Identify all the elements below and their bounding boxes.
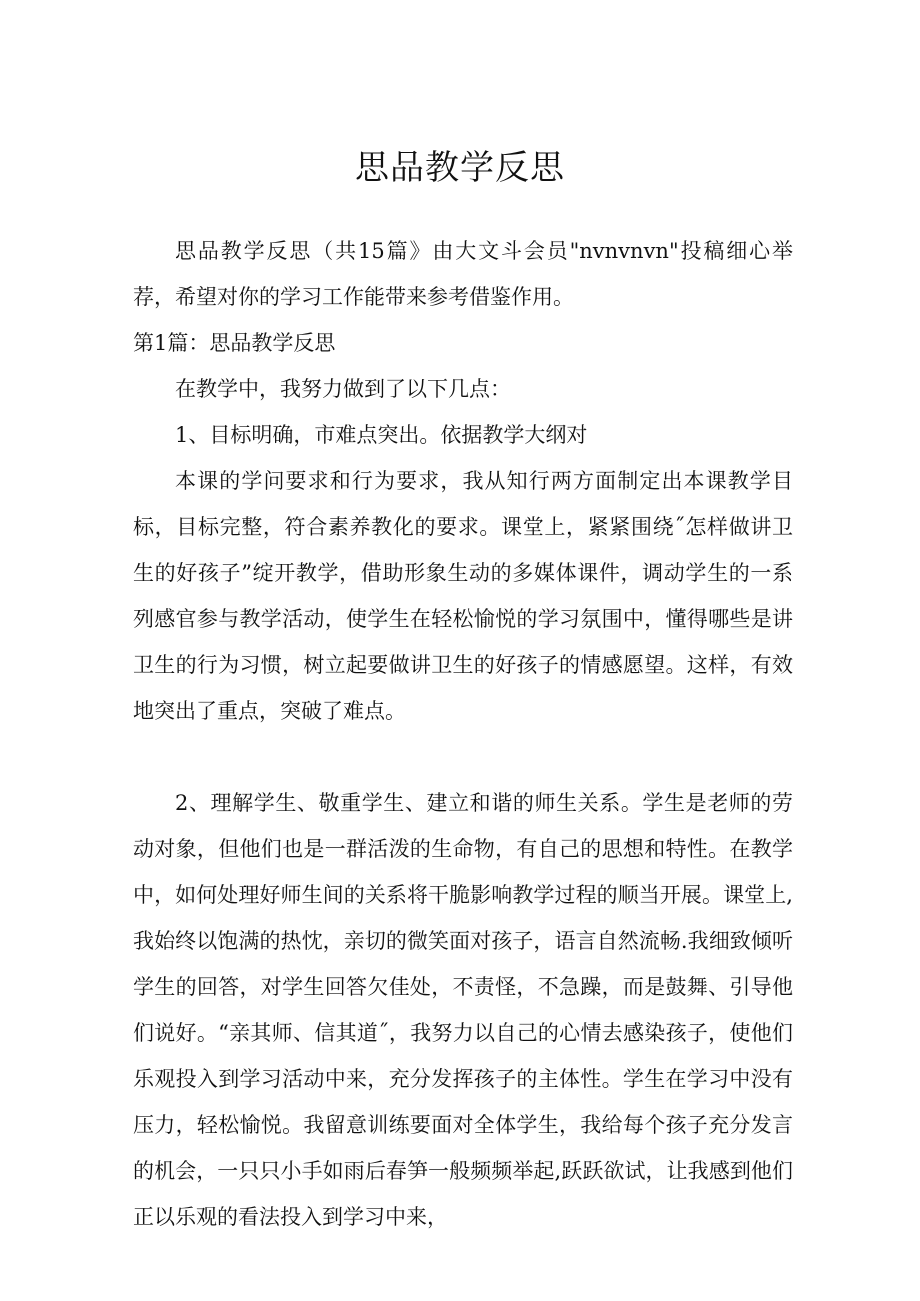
- section-heading: 第1篇：思品教学反思: [133, 331, 336, 355]
- paragraph-4: 2、理解学生、敬重学生、建立和谐的师生关系。学生是老师的劳动对象，但他们也是一群活泼的生命物，有自己的思想和特性。在教学中，如何处理好师生间的关系将干脆影响教学过程的顺当开展。课堂上,我始终以饱满的热忱，亲切的微笑面对孩子，语言自然流畅.我细致倾听学生的回答，对学生回答欠佳处，不责怪，不急躁，而是鼓舞、引导他们说好。“亲其师、信其道˝，我努力以自己的心情去感染孩子，使他们乐观投入到学习活动中来，充分发挥孩子的主体性。学生在学习中没有压力，轻松愉悦。我留意训练要面对全体学生，我给每个孩子充分发言的机会，一只只小手如雨后春笋一般频频举起,跃跃欲试，让我感到他们正以乐观的看法投入到学习中来，: [133, 791, 793, 1229]
- paragraph-2: 1、目标明确，市难点突出。依据教学大纲对: [175, 423, 588, 447]
- document-title: 思品教学反思: [355, 148, 565, 188]
- paragraph-1: 在教学中，我努力做到了以下几点：: [175, 377, 511, 401]
- paragraph-3: 本课的学问要求和行为要求，我从知行两方面制定出本课教学目标，目标完整，符合素养教化的要求。课堂上，紧紧围绕˝怎样做讲卫生的好孩子”绽开教学，借助形象生动的多媒体课件，调动学生的一系列感官参与教学活动，使学生在轻松愉悦的学习氛围中，懂得哪些是讲卫生的行为习惯，树立起要做讲卫生的好孩子的情感愿望。这样，有效地突出了重点，突破了难点。: [133, 469, 793, 723]
- intro-paragraph: 思品教学反思（共15篇》由大文斗会员"nvnvnvn"投稿细心举荐，希望对你的学习工作能带来参考借鉴作用。: [133, 239, 793, 309]
